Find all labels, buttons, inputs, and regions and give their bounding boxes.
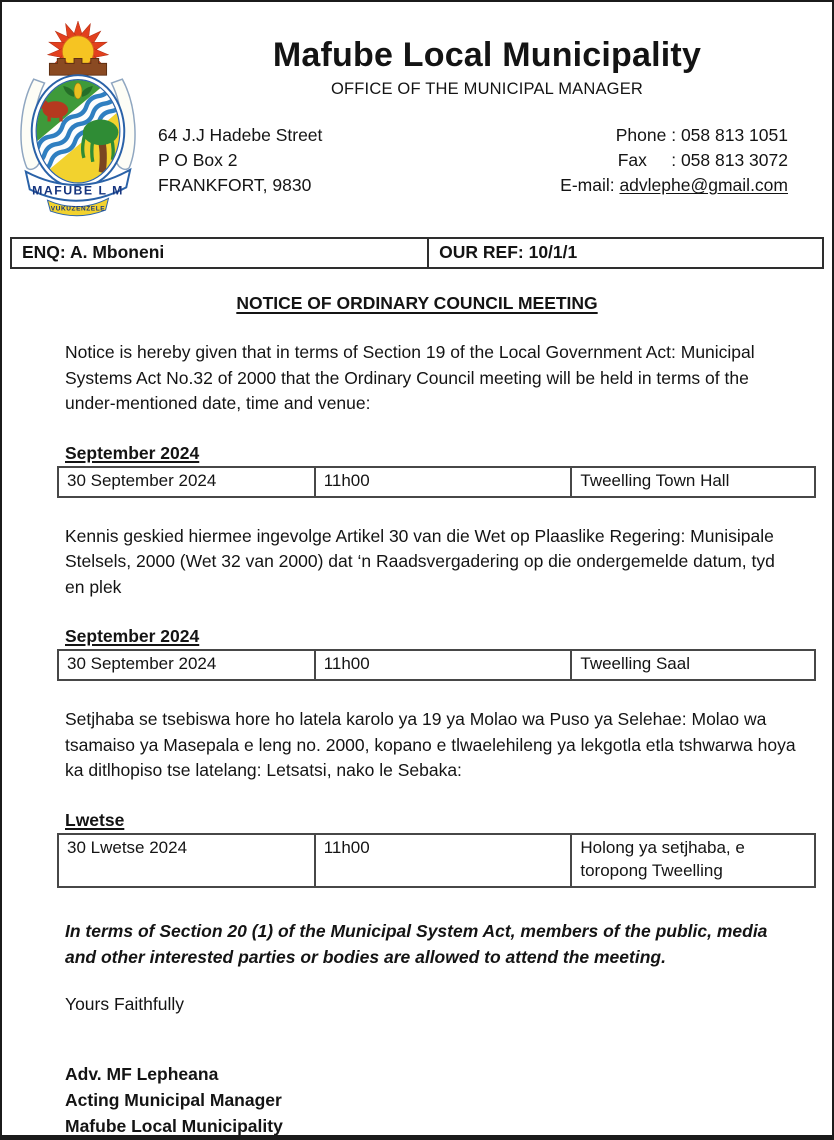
municipal-crest-logo — [10, 18, 150, 225]
address-block — [158, 123, 322, 198]
date-cell: 30 September 2024 — [59, 468, 316, 496]
paragraph-sesotho: Setjhaba se tsebiswa hore ho latela karolo ya 19 ya Molao wa Puso ya Selehae: Molao wa tsamaiso ya Masepala e leng no. 2000, kopano e tlwaelehileng ya lekgotla etla tshwarwa hoya ka ditlhopiso tse latelang: Letsatsi, nako le Sebaka: — [65, 709, 796, 780]
page-subtitle: OFFICE OF THE MUNICIPAL MANAGER — [330, 80, 644, 98]
signatory-title: Acting Municipal Manager — [65, 1089, 282, 1110]
letterhead — [2, 2, 832, 225]
date-cell: 30 September 2024 — [59, 651, 316, 679]
contact-block — [560, 123, 788, 198]
our-ref-cell: OUR REF: 10/1/1 — [439, 242, 578, 262]
phone-line: Phone : 058 813 1051 — [615, 125, 788, 145]
schedule-heading-afrikaans: September 2024 — [65, 626, 200, 646]
crown-icon — [49, 58, 106, 75]
notice-section-afrikaans — [57, 524, 816, 682]
closing-salutation: Yours Faithfully — [65, 993, 184, 1014]
paragraph-afrikaans: Kennis geskied hiermee ingevolge Artikel 30 van die Wet op Plaaslike Regering: Munisipale Stelsels, 2000 (Wet 32 van 2000) dat ‘n Raadsvergadering op die ondergemelde datum, tyd en plek — [65, 525, 775, 597]
enq-cell: ENQ: A. Mboneni — [12, 239, 429, 267]
schedule-table-sesotho — [57, 833, 816, 888]
time-cell: 11h00 — [316, 835, 573, 886]
venue-cell: Tweelling Town Hall — [580, 470, 730, 490]
schedule-heading-sesotho: Lwetse — [65, 809, 125, 830]
notice-title: NOTICE OF ORDINARY COUNCIL MEETING — [236, 293, 598, 313]
email-line — [560, 173, 788, 198]
fax-line: Fax : 058 813 3072 — [617, 150, 788, 170]
email-label: E-mail: — [560, 175, 620, 195]
schedule-heading-english: September 2024 — [65, 442, 200, 463]
schedule-table-english — [57, 466, 816, 498]
schedule-table-afrikaans — [57, 649, 816, 681]
venue-cell: Holong ya setjhaba, e toropong Tweelling — [580, 837, 745, 880]
page-title: Mafube Local Municipality — [272, 36, 702, 74]
venue-cell: Tweelling Saal — [580, 654, 690, 673]
date-cell: 30 Lwetse 2024 — [59, 835, 316, 886]
letterhead-text — [150, 18, 824, 225]
address-line-town: FRANKFORT, 9830 — [158, 175, 312, 195]
notice-section-sesotho — [57, 707, 816, 888]
logo-motto-text: VUKUZENZELE — [50, 205, 106, 213]
time-cell: 11h00 — [316, 651, 573, 679]
time-cell: 11h00 — [316, 468, 573, 496]
signatory-organisation: Mafube Local Municipality — [65, 1115, 283, 1136]
address-line-street: 64 J.J Hadebe Street — [158, 125, 323, 145]
notice-section-english — [57, 340, 816, 498]
address-line-pobox: P O Box 2 — [158, 150, 238, 170]
logo-banner-text: MAFUBE L M — [32, 183, 124, 198]
signature-block — [65, 1061, 816, 1139]
notice-body — [57, 340, 816, 1139]
attendance-note: In terms of Section 20 (1) of the Municipal System Act, members of the public, media and other interested parties or bodies are allowed to attend the meeting. — [65, 920, 768, 967]
reference-bar — [10, 237, 824, 269]
signatory-name: Adv. MF Lepheana — [65, 1063, 219, 1084]
email-link[interactable]: advlephe@gmail.com — [619, 175, 788, 195]
paragraph-english: Notice is hereby given that in terms of Section 19 of the Local Government Act: Municipal Systems Act No.32 of 2000 that the Ordinary Council meeting will be held in terms of the under-mentioned date, time and venue: — [65, 342, 755, 413]
crest-graphic — [14, 18, 142, 220]
